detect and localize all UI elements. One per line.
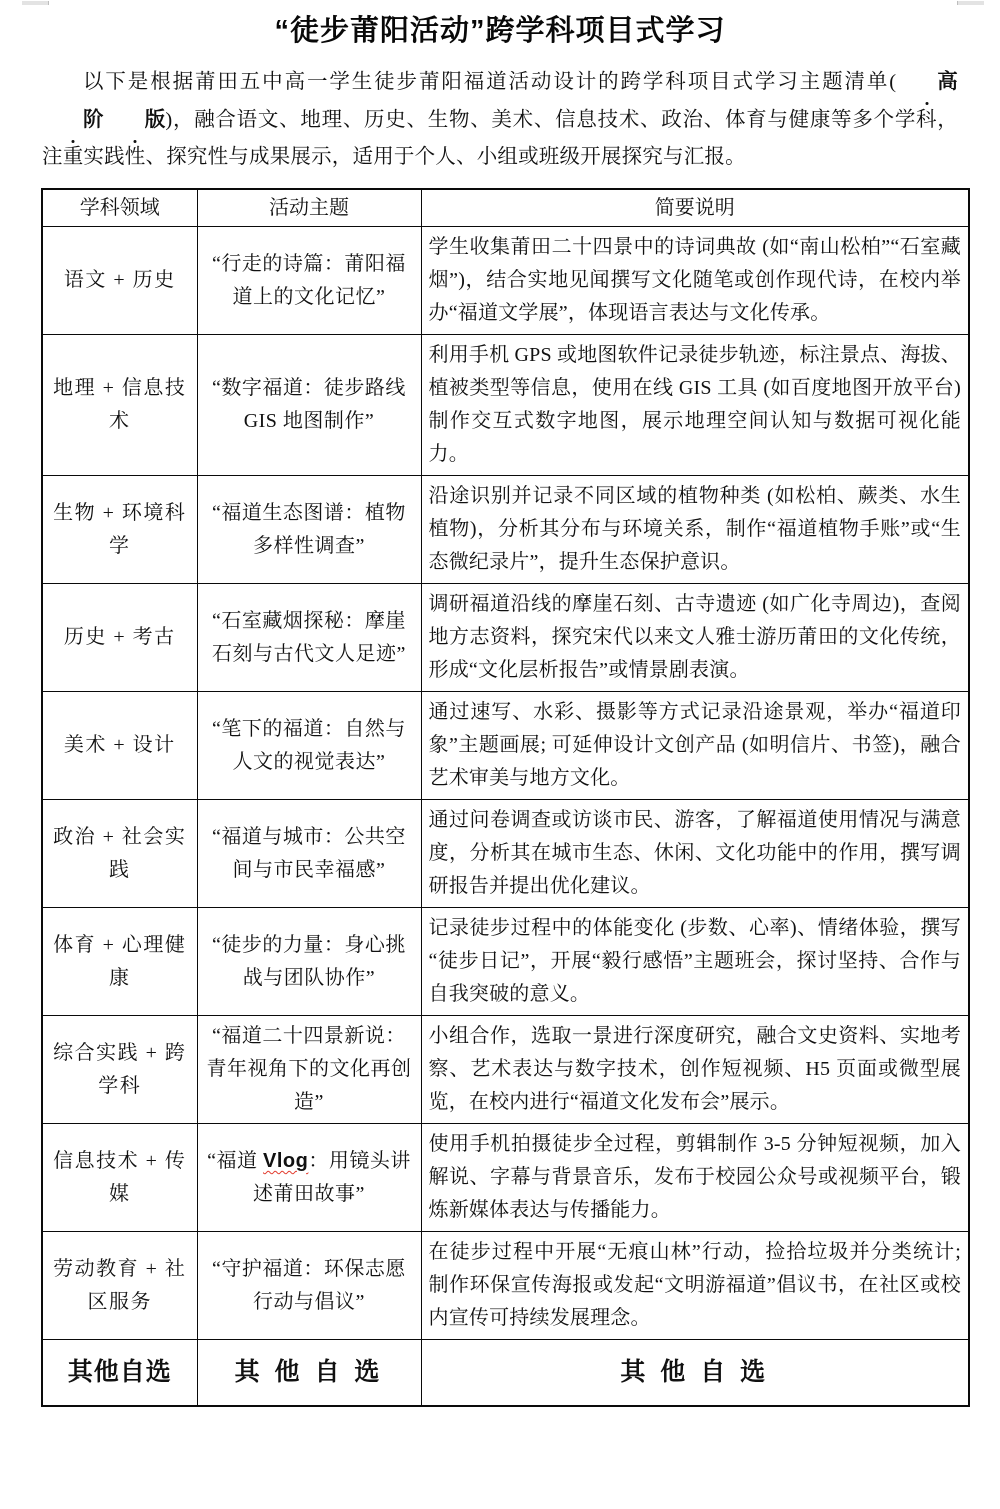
column-header-description: 简要说明 (421, 189, 969, 227)
cell-subject-field: 语文 + 历史 (42, 227, 197, 335)
cell-subject-field: 综合实践 + 跨学科 (42, 1016, 197, 1124)
table-row (42, 908, 969, 1016)
cell-subject-field: 美术 + 设计 (42, 692, 197, 800)
intro-paragraph (42, 63, 958, 176)
intro-text-part2: )，融合语文、地理、历史、生物、美术、信息技术、政治、体育与健康等多个学科，注重实践性、探究性与成果展示，适用于个人、小组或班级开展探究与汇报。 (42, 109, 958, 169)
table-row-freeform (42, 1340, 969, 1407)
cell-activity-theme: “福道生态图谱：植物多样性调查” (197, 476, 421, 584)
cell-subject-field: 政治 + 社会实践 (42, 800, 197, 908)
table-row (42, 1016, 969, 1124)
cell-description: 记录徒步过程中的体能变化 (步数、心率)、情绪体验，撰写“徒步日记”，开展“毅行感悟”主题班会，探讨坚持、合作与自我突破的意义。 (421, 908, 969, 1016)
cell-subject-field: 劳动教育 + 社区服务 (42, 1232, 197, 1340)
table-row (42, 227, 969, 335)
table-row (42, 335, 969, 476)
table-row (42, 476, 969, 584)
cell-description: 调研福道沿线的摩崖石刻、古寺遗迹 (如广化寺周边)，查阅地方志资料，探究宋代以来文人雅士游历莆田的文化传统，形成“文化层析报告”或情景剧表演。 (421, 584, 969, 692)
cell-description: 使用手机拍摄徒步全过程，剪辑制作 3-5 分钟短视频，加入解说、字幕与背景音乐，发布于校园公众号或视频平台，锻炼新媒体表达与传播能力。 (421, 1124, 969, 1232)
table-row (42, 692, 969, 800)
cell-activity-theme: “石室藏烟探秘：摩崖石刻与古代文人足迹” (197, 584, 421, 692)
cell-description: 沿途识别并记录不同区域的植物种类 (如松柏、蕨类、水生植物)，分析其分布与环境关系，制作“福道植物手账”或“生态微纪录片”，提升生态保护意识。 (421, 476, 969, 584)
cell-subject-field: 信息技术 + 传媒 (42, 1124, 197, 1232)
cell-freeform-description: 其 他 自 选 (421, 1340, 969, 1407)
cell-description: 通过问卷调查或访谈市民、游客，了解福道使用情况与满意度，分析其在城市生态、休闲、文化功能中的作用，撰写调研报告并提出优化建议。 (421, 800, 969, 908)
cell-activity-theme: “徒步的力量：身心挑战与团队协作” (197, 908, 421, 1016)
theme-text-prefix: “福道 (207, 1149, 264, 1172)
cell-description: 学生收集莆田二十四景中的诗词典故 (如“南山松柏”“石室藏烟”)，结合实地见闻撰写文化随笔或创作现代诗，在校内举办“福道文学展”，体现语言表达与文化传承。 (421, 227, 969, 335)
cell-activity-theme: “笔下的福道：自然与人文的视觉表达” (197, 692, 421, 800)
theme-text-suffix: ：用镜头讲述莆田故事” (253, 1149, 411, 1205)
cell-description: 通过速写、水彩、摄影等方式记录沿途景观，举办“福道印象”主题画展; 可延伸设计文创产品 (如明信片、书签)，融合艺术审美与地方文化。 (421, 692, 969, 800)
column-header-activity-theme: 活动主题 (197, 189, 421, 227)
table-row (42, 584, 969, 692)
misspelled-word-vlog: Vlog (263, 1149, 309, 1172)
cell-freeform-activity-theme: 其 他 自 选 (197, 1340, 421, 1407)
table-header-row (42, 189, 969, 227)
page-title: “徒步莆阳活动”跨学科项目式学习 (274, 15, 726, 47)
cell-description: 小组合作，选取一景进行深度研究，融合文史资料、实地考察、艺术表达与数字技术，创作短视频、H5 页面或微型展览，在校内进行“福道文化发布会”展示。 (421, 1016, 969, 1124)
cell-activity-theme: “守护福道：环保志愿行动与倡议” (197, 1232, 421, 1340)
cell-activity-theme: “福道与城市：公共空间与市民幸福感” (197, 800, 421, 908)
table-row (42, 1124, 969, 1232)
cell-activity-theme: “福道二十四景新说：青年视角下的文化再创造” (197, 1016, 421, 1124)
cell-freeform-subject-field: 其他自选 (42, 1340, 197, 1407)
cell-activity-theme: “行走的诗篇：莆阳福道上的文化记忆” (197, 227, 421, 335)
cell-description: 在徒步过程中开展“无痕山林”行动，捡拾垃圾并分类统计; 制作环保宣传海报或发起“文明游福道”倡议书，在社区或校内宣传可持续发展理念。 (421, 1232, 969, 1340)
cell-subject-field: 地理 + 信息技术 (42, 335, 197, 476)
table-row (42, 800, 969, 908)
cell-subject-field: 体育 + 心理健康 (42, 908, 197, 1016)
intro-emphasis-高阶版: 高阶 版 (42, 70, 958, 131)
cell-subject-field: 生物 + 环境科学 (42, 476, 197, 584)
column-header-subject-field: 学科领域 (42, 189, 197, 227)
intro-text-part1: 以下是根据莆田五中高一学生徒步莆阳福道活动设计的跨学科项目式学习主题清单( (83, 71, 897, 94)
cell-description: 利用手机 GPS 或地图软件记录徒步轨迹，标注景点、海拔、植被类型等信息，使用在线 GIS 工具 (如百度地图开放平台) 制作交互式数字地图，展示地理空间认知与数据可视化能力。 (421, 335, 969, 476)
cell-activity-theme-vlog (197, 1124, 421, 1232)
project-topics-table (41, 188, 970, 1407)
cell-subject-field: 历史 + 考古 (42, 584, 197, 692)
cell-activity-theme: “数字福道：徒步路线 GIS 地图制作” (197, 335, 421, 476)
table-row (42, 1232, 969, 1340)
